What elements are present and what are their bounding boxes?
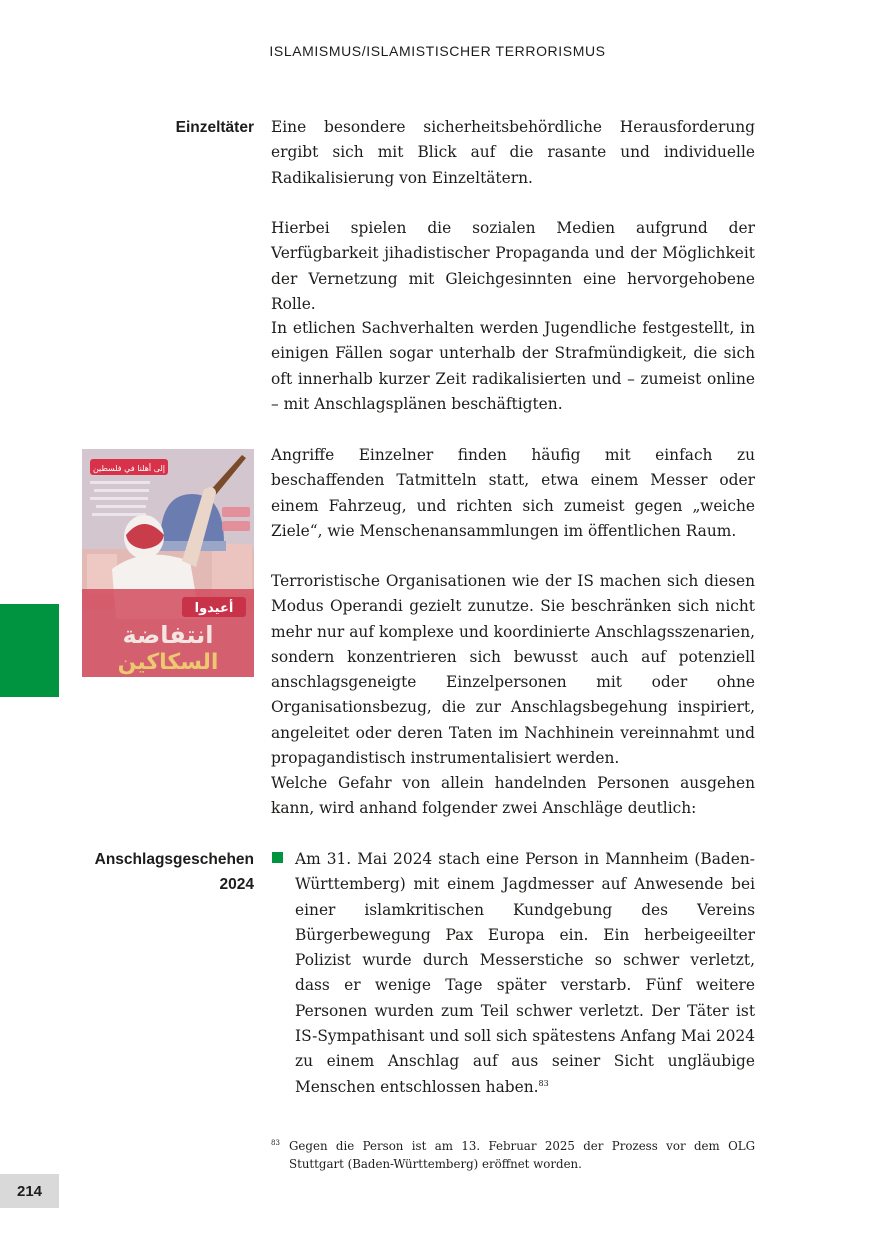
- poster-line-3: السكاكين: [117, 650, 219, 675]
- paragraph-4: Angriffe Einzelner finden häufig mit einfach zu beschaffenden Tatmitteln statt, etwa einem Messer oder einem Fahrzeug, und richten sich zumeist gegen „weiche Ziele“, wie Menschenansammlungen im öffentlichen Raum.: [271, 446, 755, 540]
- chapter-color-tab: [0, 604, 59, 697]
- footnote-number: 83: [271, 1139, 280, 1147]
- paragraph-5: Terroristische Organisationen wie der IS machen sich diesen Modus Operandi gezielt zunutze. Sie beschränken sich nicht mehr nur auf komplexe und koordinierte Anschlagsszenarien, sondern konzentrieren sich bewusst auch auf potenziell anschlagsgeneigte Einzelpersonen mit oder ohne Organisationsbezug, die zur Anschlagsbegehung inspiriert, angeleitet oder deren Taten im Nachhinein vereinnahmt und propagandistisch instrumentalisiert werden.: [271, 572, 755, 768]
- footnote-reference[interactable]: 83: [538, 1078, 549, 1088]
- footnote-text: Gegen die Person ist am 13. Februar 2025 der Prozess vor dem OLG Stuttgart (Baden-Württemberg) eröffnet worden.: [289, 1139, 755, 1171]
- bullet-item-mannheim: [295, 847, 755, 1100]
- running-header: ISLAMISMUS/ISLAMISTISCHER TERRORISMUS: [269, 43, 606, 59]
- section-label-anschlagsgeschehen: [95, 847, 254, 897]
- section-label-einzeltaeter: Einzeltäter: [175, 119, 254, 136]
- footnote: [271, 1137, 755, 1173]
- poster-banner-text: إلى أهلنا في فلسطين: [92, 464, 166, 473]
- propaganda-poster-image: [82, 449, 254, 677]
- paragraph-2: Hierbei spielen die sozialen Medien aufgrund der Verfügbarkeit jihadistischer Propaganda und der Möglichkeit der Vernetzung mit Gleichgesinnten eine hervorgehobene Rolle.: [271, 219, 755, 313]
- green-bullet-icon: [272, 852, 283, 863]
- page-number: 214: [0, 1174, 59, 1208]
- poster-line-1: أعيدوا: [194, 601, 234, 616]
- section-label-line-2: 2024: [219, 876, 254, 893]
- section-label-line-1: Anschlagsgeschehen: [94, 851, 254, 868]
- paragraph-1: Eine besondere sicherheitsbehördliche Herausforderung ergibt sich mit Blick auf die rasante und individuelle Radikalisierung von Einzeltätern.: [271, 118, 755, 187]
- paragraph-6: Welche Gefahr von allein handelnden Personen ausgehen kann, wird anhand folgender zwei Anschläge deutlich:: [271, 774, 755, 818]
- poster-line-2: انتفاضة: [122, 621, 214, 649]
- paragraph-3: In etlichen Sachverhalten werden Jugendliche festgestellt, in einigen Fällen sogar unterhalb der Strafmündigkeit, die sich oft innerhalb kurzer Zeit radikalisierten und – zumeist online – mit Anschlagsplänen beschäftigten.: [271, 319, 755, 413]
- bullet-item-text: Am 31. Mai 2024 stach eine Person in Mannheim (Baden-Württemberg) mit einem Jagdmesser auf Anwesende bei einer islamkritischen Kundgebung des Vereins Bürgerbewegung Pax Europa ein. Ein herbeigeeilter Polizist wurde durch Messerstiche so schwer verletzt, dass er wenige Tage später verstarb. Fünf weitere Personen wurden zum Teil schwer verletzt. Der Täter ist IS-Sympathisant und soll sich spätestens Anfang Mai 2024 zu einem Anschlag auf aus seiner Sicht ungläubige Menschen entschlossen haben.: [295, 850, 755, 1096]
